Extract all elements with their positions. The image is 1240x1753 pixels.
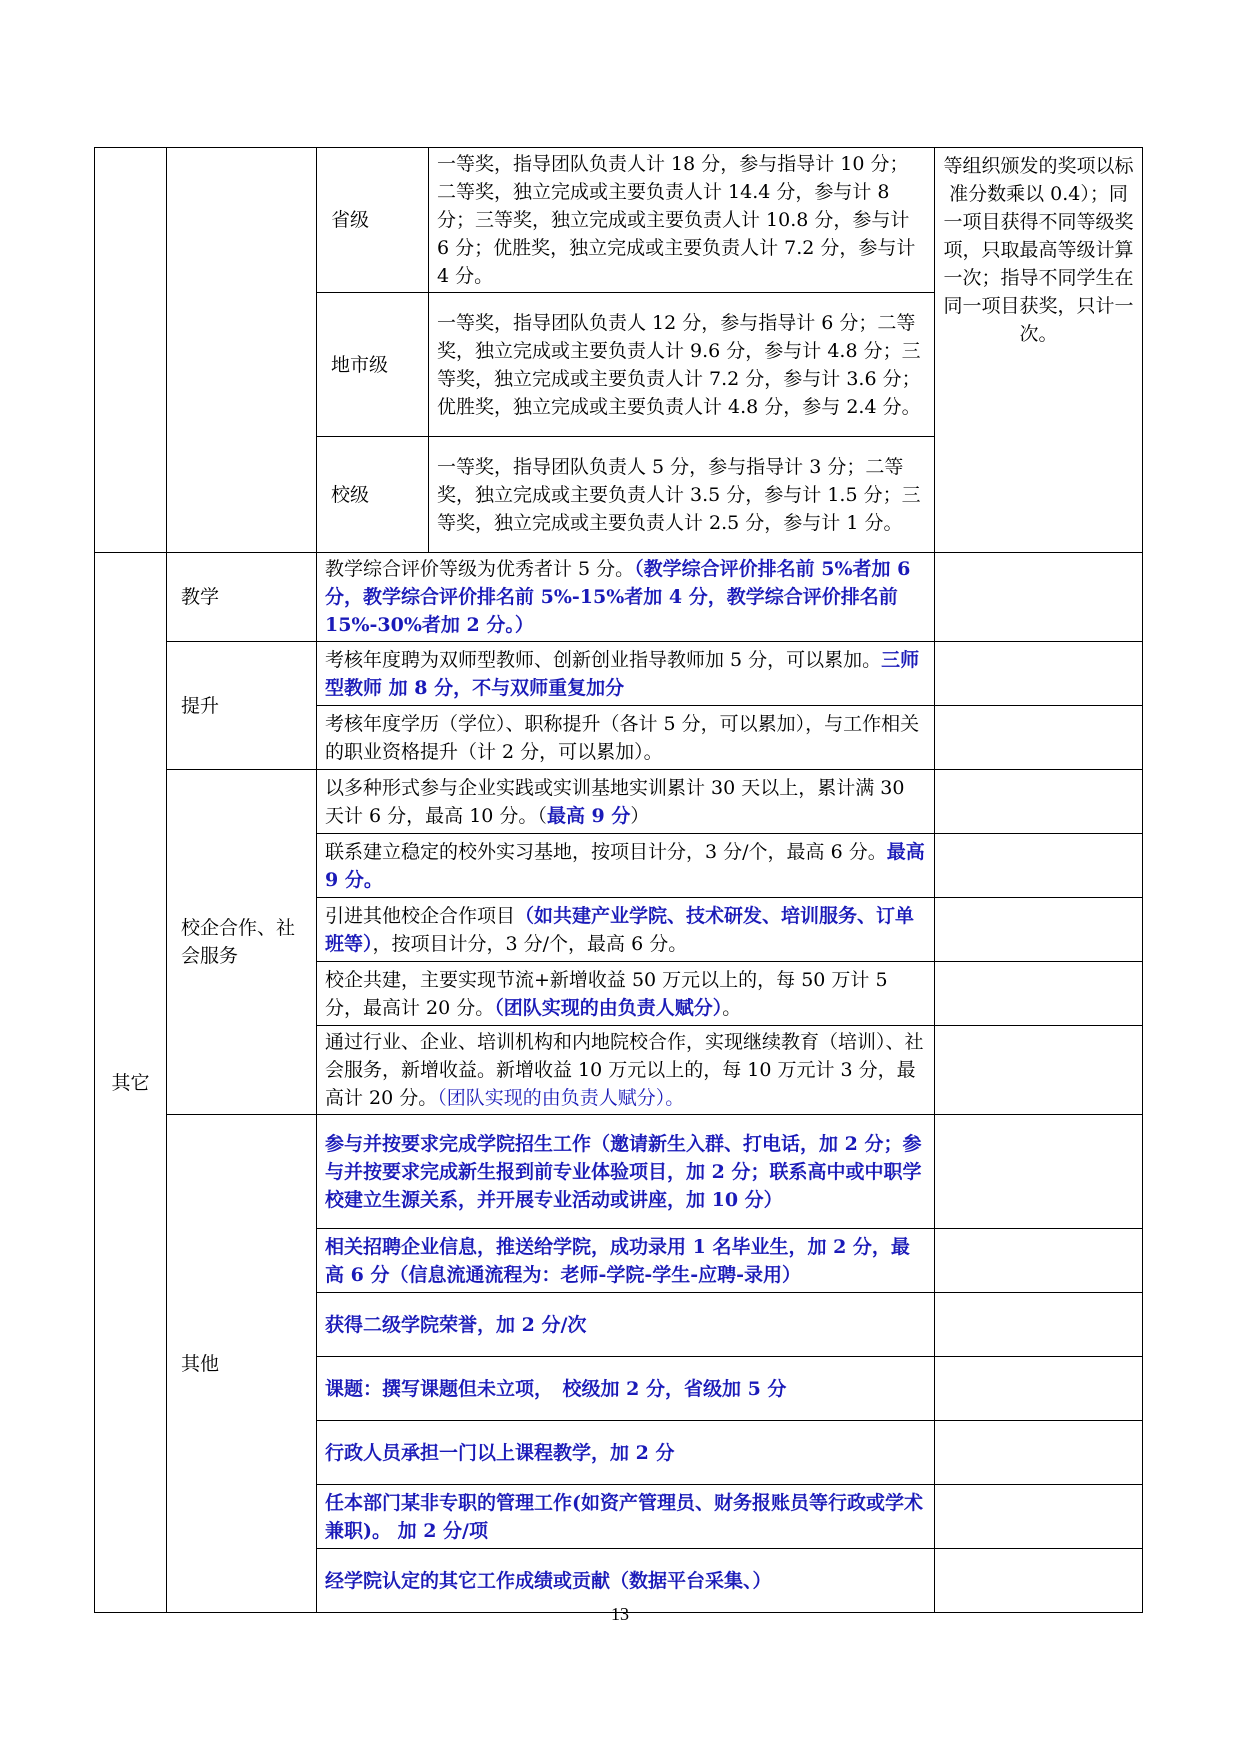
empty-cell (935, 898, 1143, 962)
empty-cell (935, 553, 1143, 642)
cooperation-text-1-plain: 以多种形式参与企业实践或实训基地实训累计 30 天以上，累计满 30 天计 6 分，最高 10 分。（ (325, 776, 905, 827)
cooperation-text-1-end: ） (630, 804, 650, 827)
promotion-text-2: 考核年度学历（学位）、职称提升（各计 5 分，可以累加），与工作相关的职业资格提升（计 2 分，可以累加）。 (317, 706, 935, 770)
empty-cell (935, 1293, 1143, 1357)
cooperation-text-4-highlight: （团队实现的由负责人赋分） (494, 996, 723, 1019)
others-item: 任本部门某非专职的管理工作(如资产管理员、财务报账员等行政或学术兼职)。 加 2 分/项 (317, 1485, 935, 1549)
page-number: 13 (611, 1604, 629, 1624)
teaching-text-plain: 教学综合评价等级为优秀者计 5 分。 (325, 558, 635, 580)
sub-label-teaching: 教学 (167, 553, 317, 642)
table-row (95, 642, 1143, 706)
cooperation-text-4-plain: 校企共建，主要实现节流+新增收益 50 万元以上的，每 50 万计 5 分，最高计 20 分。 (325, 968, 888, 1019)
empty-cell (935, 1549, 1143, 1613)
table-row (95, 553, 1143, 642)
sub-label-cooperation: 校企合作、社会服务 (167, 770, 317, 1115)
level-label-school: 校级 (317, 437, 429, 553)
empty-cell (935, 706, 1143, 770)
cooperation-text-3 (317, 898, 935, 962)
empty-cell (935, 770, 1143, 834)
cooperation-text-1 (317, 770, 935, 834)
level-label-city: 地市级 (317, 293, 429, 437)
empty-cell (935, 1115, 1143, 1229)
city-award-text: 一等奖，指导团队负责人 12 分，参与指导计 6 分；二等奖，独立完成或主要负责人计 9.6 分，参与计 4.8 分；三等奖，独立完成或主要负责人计 7.2 分，参与计 3.6 分；优胜奖，独立完成或主要负责人计 4.8 分，参与 2.4 分。 (429, 293, 935, 437)
level-label-provincial: 省级 (317, 148, 429, 293)
category-other: 其它 (95, 553, 167, 1613)
others-item: 经学院认定的其它工作成绩或贡献（数据平台采集、） (317, 1549, 935, 1613)
promotion-text-1-plain: 考核年度聘为双师型教师、创新创业指导教师加 5 分，可以累加。 (325, 648, 882, 671)
cooperation-text-4-end: 。 (722, 996, 742, 1019)
others-item: 获得二级学院荣誉，加 2 分/次 (317, 1293, 935, 1357)
others-item: 课题：撰写课题但未立项， 校级加 2 分，省级加 5 分 (317, 1357, 935, 1421)
empty-cell (935, 962, 1143, 1026)
others-item: 行政人员承担一门以上课程教学，加 2 分 (317, 1421, 935, 1485)
empty-cell (95, 148, 167, 553)
empty-cell (935, 642, 1143, 706)
cooperation-text-3-pre: 引进其他校企合作项目 (325, 904, 516, 927)
scoring-table (94, 147, 1143, 1613)
empty-cell (935, 1229, 1143, 1293)
promotion-text-1-highlight: 三师型教师 加 8 分，不与双师重复加分 (325, 648, 920, 699)
cooperation-text-5 (317, 1026, 935, 1115)
empty-cell (935, 834, 1143, 898)
teaching-text (317, 553, 935, 642)
others-item: 参与并按要求完成学院招生工作（邀请新生入群、打电话，加 2 分；参与并按要求完成新生报到前专业体验项目，加 2 分；联系高中或中职学校建立生源关系，并开展专业活动或讲座，加 10 分） (317, 1115, 935, 1229)
provincial-award-text: 一等奖，指导团队负责人计 18 分，参与指导计 10 分；二等奖，独立完成或主要负责人计 14.4 分，参与计 8 分；三等奖，独立完成或主要负责人计 10.8 分，参与计 6 分；优胜奖，独立完成或主要负责人计 7.2 分，参与计 4 分。 (429, 148, 935, 293)
table-row (95, 770, 1143, 834)
empty-cell (935, 1485, 1143, 1549)
empty-cell (935, 1421, 1143, 1485)
empty-cell (167, 148, 317, 553)
promotion-text-1 (317, 642, 935, 706)
cooperation-text-2 (317, 834, 935, 898)
award-remark: 等组织颁发的奖项以标准分数乘以 0.4）；同一项目获得不同等级奖项，只取最高等级计算一次；指导不同学生在同一项目获奖，只计一次。 (935, 148, 1143, 553)
cooperation-text-4 (317, 962, 935, 1026)
school-award-text: 一等奖，指导团队负责人 5 分，参与指导计 3 分；二等奖，独立完成或主要负责人计 3.5 分，参与计 1.5 分；三等奖，独立完成或主要负责人计 2.5 分，参与计 1 分。 (429, 437, 935, 553)
table-row (95, 148, 1143, 293)
cooperation-text-2-plain: 联系建立稳定的校外实习基地，按项目计分，3 分/个，最高 6 分。 (325, 840, 887, 863)
cooperation-text-5-highlight: （团队实现的由负责人赋分）。 (437, 1087, 685, 1109)
sub-label-promotion: 提升 (167, 642, 317, 770)
empty-cell (935, 1026, 1143, 1115)
sub-label-others: 其他 (167, 1115, 317, 1613)
cooperation-text-1-highlight: 最高 9 分 (546, 804, 631, 827)
cooperation-text-2-highlight: 最高 9 分。 (325, 840, 925, 891)
teaching-text-highlight: （教学综合评价排名前 5%者加 6 分，教学综合评价排名前 5%-15%者加 4 分，教学综合评价排名前 15%-30%者加 2 分。） (325, 558, 911, 636)
others-item: 相关招聘企业信息，推送给学院，成功录用 1 名毕业生，加 2 分，最高 6 分（信息流通流程为：老师-学院-学生-应聘-录用） (317, 1229, 935, 1293)
empty-cell (935, 1357, 1143, 1421)
cooperation-text-3-highlight: （如共建产业学院、技术研发、培训服务、订单班等） (325, 904, 915, 955)
cooperation-text-3-post: ，按项目计分，3 分/个，最高 6 分。 (372, 932, 688, 955)
cooperation-text-5-plain: 通过行业、企业、培训机构和内地院校合作，实现继续教育（培训）、社会服务，新增收益。新增收益 10 万元以上的，每 10 万元计 3 分，最高计 20 分。 (325, 1031, 924, 1109)
table-row (95, 1115, 1143, 1229)
